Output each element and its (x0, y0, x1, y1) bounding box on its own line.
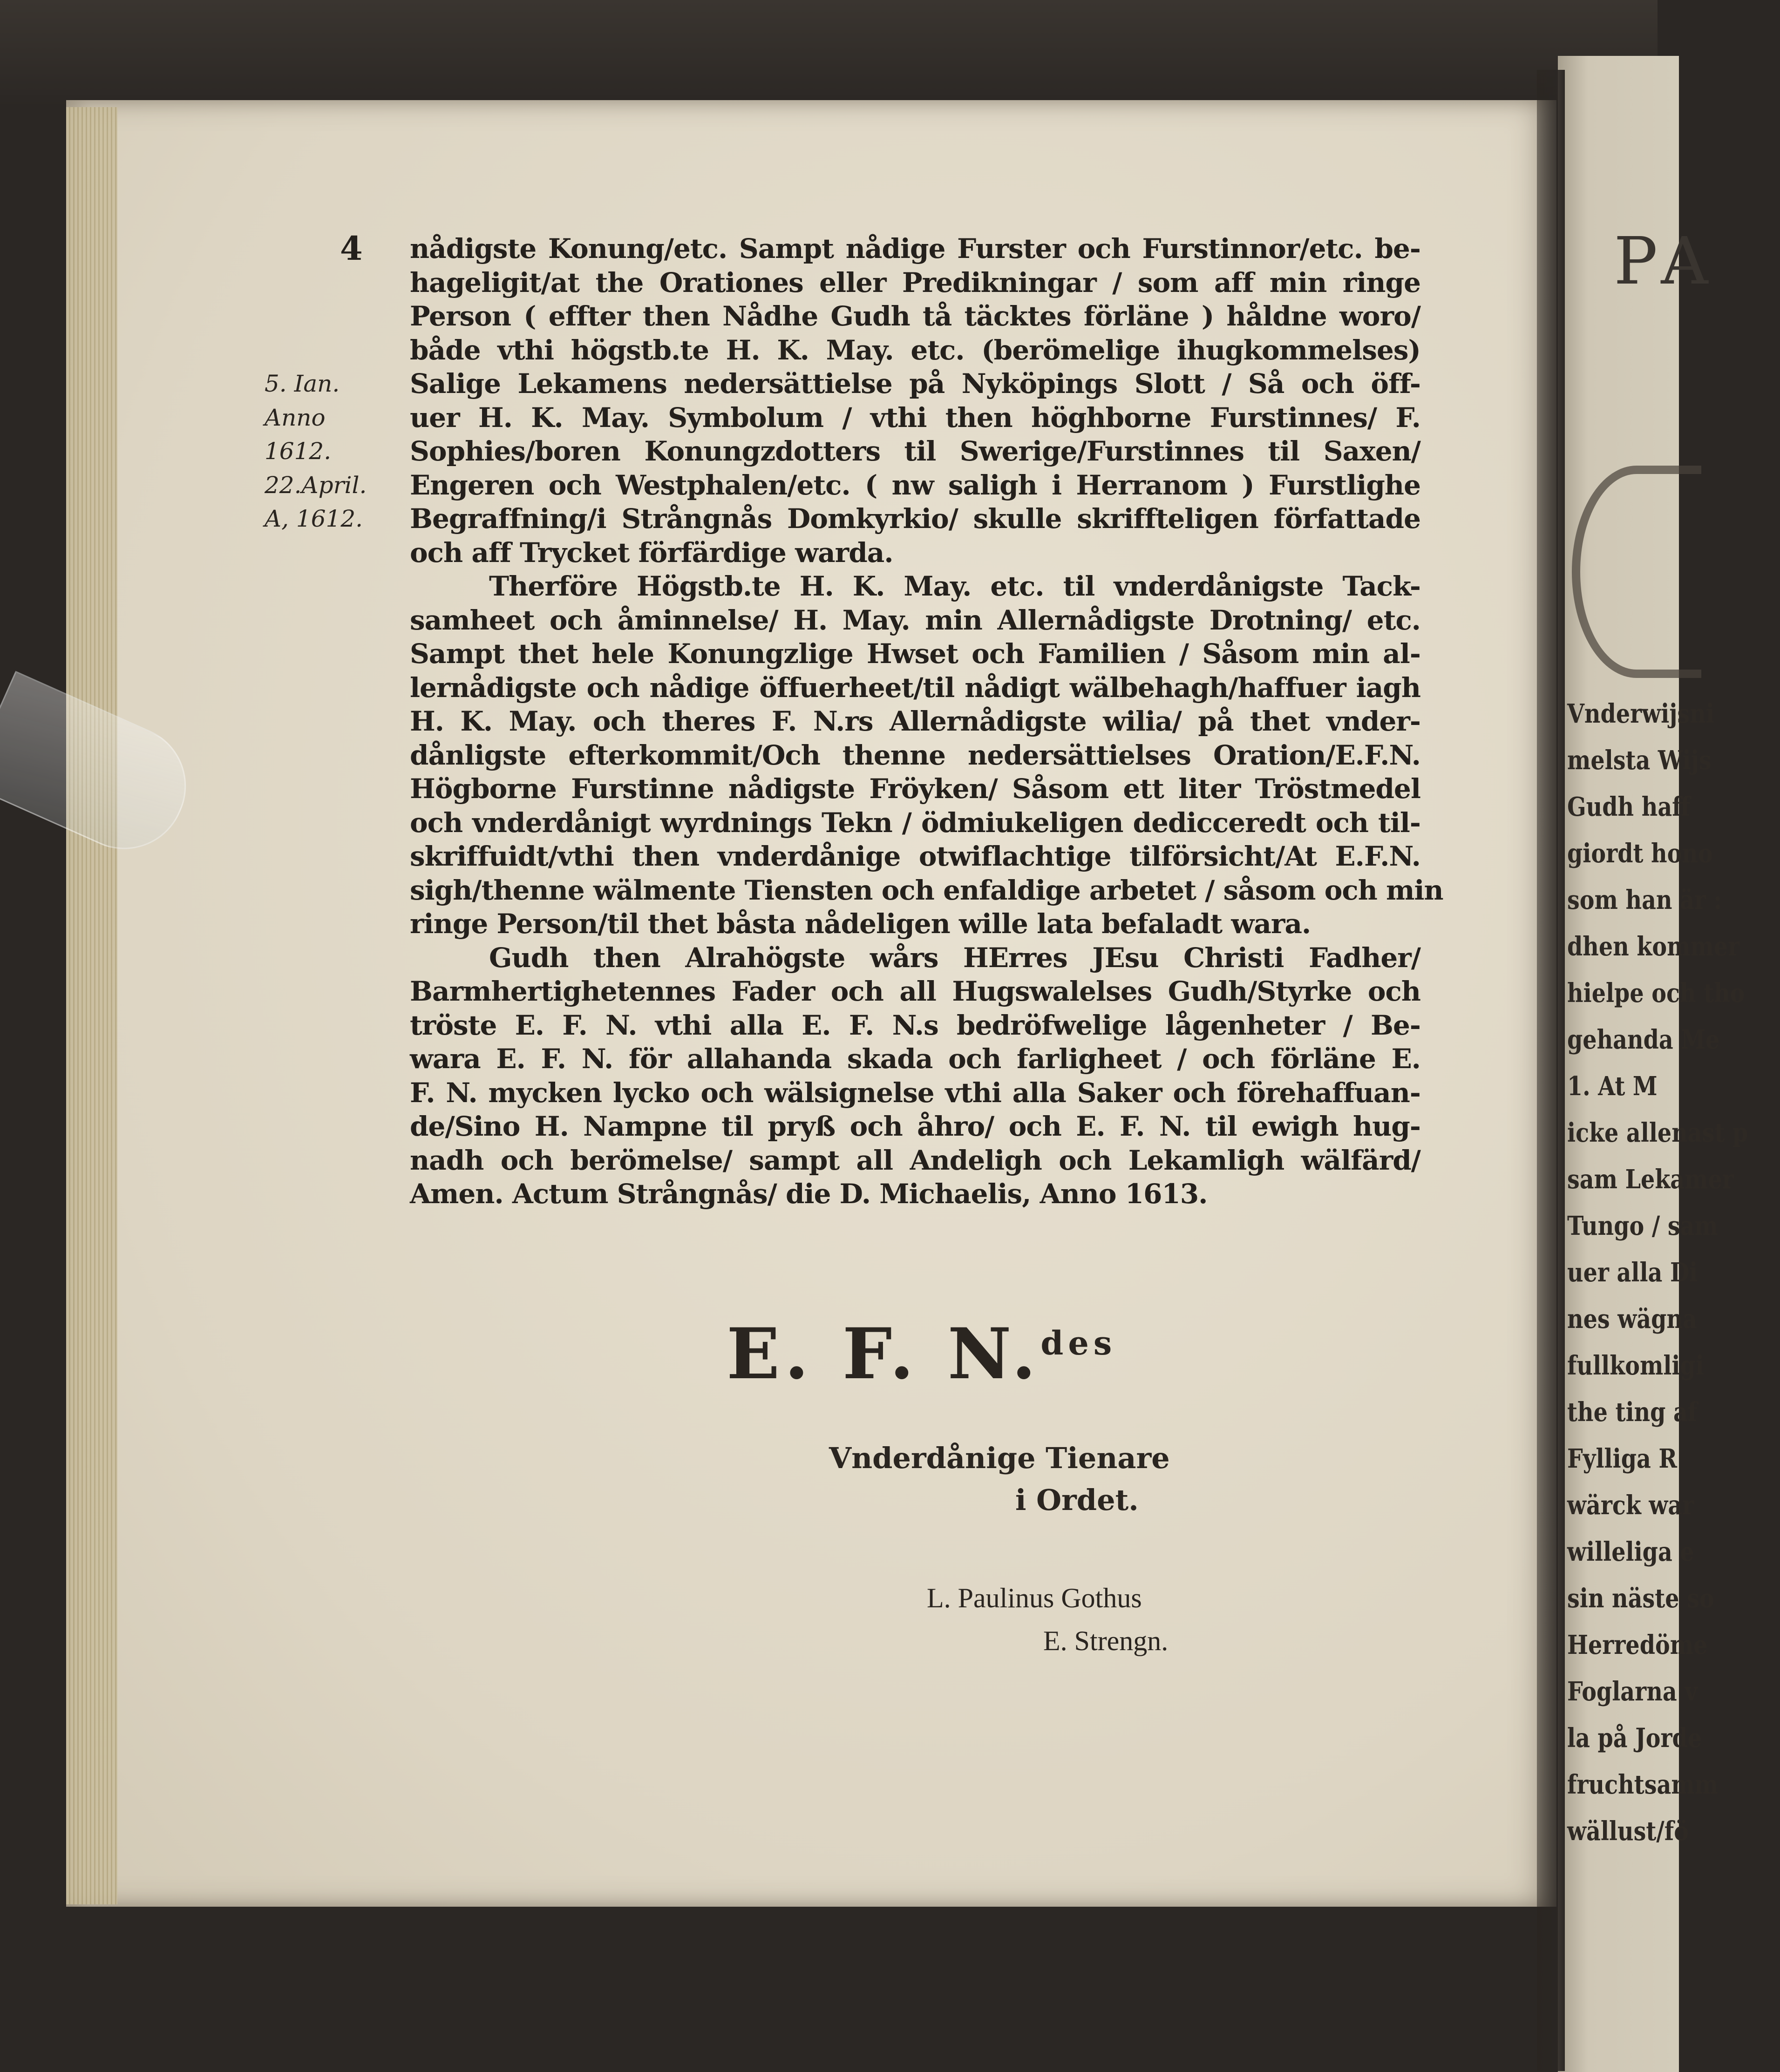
text-line: Engeren och Westphalen/etc. ( nw saligh i Herranom ) Furstlighe (410, 469, 1420, 501)
text-line: samheet och åminnelse/ H. May. min Allernådigste Drotning/ etc. (410, 604, 1420, 636)
signature-initials (727, 1313, 1116, 1395)
facing-page-line: fruchtsamm (1567, 1769, 1719, 1800)
text-line: och aff Trycket förfärdige warda. (410, 536, 893, 569)
text-line: ringe Person/til thet båsta nådeligen wille lata befaladt wara. (410, 908, 1311, 940)
facing-page-line: uer alla Di (1567, 1257, 1698, 1288)
margin-note: 22.April. (265, 471, 367, 499)
facing-page-line: willeliga e (1567, 1537, 1694, 1567)
facing-page-line: fullkomligi (1567, 1350, 1704, 1381)
text-line: Sampt thet hele Konungzlige Hwset och Familien / Såsom min al- (410, 638, 1420, 670)
facing-page-line: icke allenast p (1567, 1117, 1748, 1148)
text-line: Begraffning/i Strångnås Domkyrkio/ skulle skriffteligen författade (410, 503, 1420, 535)
text-line: både vthi högstb.te H. K. May. etc. (berömelige ihugkommelses) (410, 334, 1420, 366)
initials: E. F. N. (727, 1313, 1041, 1395)
signature-title: E. Strengn. (1043, 1625, 1169, 1656)
text-line: lernådigste och nådige öffuerheet/til nådigt wälbehagh/haffuer iagh (410, 671, 1420, 704)
text-line: Högborne Furstinne nådigste Fröyken/ Såsom ett liter Tröstmedel (410, 773, 1420, 805)
text-line: F. N. mycken lycko och wälsignelse vthi alla Saker och förehaffuan- (410, 1077, 1420, 1109)
page-edges (66, 107, 117, 1904)
body-text (410, 232, 1443, 1211)
text-line: Therföre Högstb.te H. K. May. etc. til vnderdånigste Tack- (489, 570, 1420, 602)
text-line: och vnderdånigt wyrdnings Tekn / ödmiukeligen dedicceredt och til- (410, 806, 1420, 839)
signature-name: L. Paulinus Gothus (927, 1583, 1142, 1613)
decorated-initial-icon (1572, 466, 1701, 678)
facing-page-line: melsta Wijs (1567, 745, 1712, 776)
margin-note: Anno (265, 404, 326, 431)
facing-page-line: la på Jorde (1567, 1723, 1702, 1754)
facing-page-text (1567, 698, 1780, 1862)
text-line: sigh/thenne wälmente Tiensten och enfaldige arbetet / såsom och min (410, 874, 1443, 906)
facing-page-line: Gudh haff (1567, 792, 1691, 822)
facing-page-line: hielpe och tho (1567, 978, 1745, 1009)
text-line: nådigste Konung/etc. Sampt nådige Furster och Furstinnor/etc. be- (410, 233, 1420, 264)
text-line: hageligit/at the Orationes eller Predikningar / som aff min ringe (410, 266, 1420, 298)
facing-page-line: gehanda Me (1567, 1024, 1720, 1055)
margin-note: A, 1612. (265, 505, 363, 532)
facing-page-line: wällust/fö (1567, 1816, 1689, 1847)
facing-page-line: Herredöme (1567, 1630, 1708, 1660)
text-line: dånligste efterkommit/Och thenne nedersättielses Oration/E.F.N. (410, 739, 1420, 771)
gutter (1537, 70, 1565, 2071)
text-line: H. K. May. och theres F. N.rs Allernådigste wilia/ på thet vnder- (410, 705, 1420, 737)
text-line: nadh och berömelse/ sampt all Andeligh och Lekamligh wälfärd/ (410, 1144, 1420, 1176)
text-line: Salige Lekamens nedersättielse på Nyköpings Slott / Så och öff- (410, 368, 1420, 400)
facing-page (1558, 56, 1748, 2072)
background (0, 0, 1658, 107)
text-line: Amen. Actum Strångnås/ die D. Michaelis, Anno 1613. (410, 1178, 1208, 1210)
text-line: Person ( effter then Nådhe Gudh tå täcktes förläne ) håldne woro/ (410, 300, 1420, 332)
facing-page-line: sam Lekamer (1567, 1164, 1734, 1195)
facing-page-line: som han är : (1567, 885, 1722, 915)
facing-page-line: Tungo / sam (1567, 1211, 1718, 1241)
initials-suffix: des (1040, 1324, 1117, 1362)
text-line: uer H. K. May. Symbolum / vthi then höghborne Furstinnes/ F. (410, 401, 1420, 433)
text-line: Sophies/boren Konungzdotters til Swerige/Furstinnes til Saxen/ (410, 435, 1420, 467)
text-line: tröste E. F. N. vthi alla E. F. N.s bedröfwelige lågenheter / Be- (410, 1009, 1420, 1041)
margin-notes (265, 367, 367, 536)
text-line: skriffuidt/vthi then vnderdånige otwiflachtige tilförsicht/At E.F.N. (410, 840, 1420, 872)
text-line: wara E. F. N. för allahanda skada och farligheet / och förläne E. (410, 1043, 1420, 1075)
text-line: Barmhertighetennes Fader och all Hugswalelses Gudh/Styrke och (410, 975, 1420, 1007)
facing-page-line: nes wägna (1567, 1304, 1697, 1334)
facing-page-line: Foglarna v (1567, 1676, 1698, 1707)
facing-page-line: the ting af (1567, 1397, 1698, 1428)
signature-servant: Vnderdånige Tienare (829, 1441, 1170, 1475)
signature-servant-of: i Ordet. (1015, 1483, 1139, 1517)
margin-note: 1612. (265, 438, 332, 465)
margin-note: 5. Ian. (265, 370, 340, 397)
facing-page-line: dhen kommer (1567, 931, 1740, 962)
text-line: de/Sino H. Nampne til pryß och åhro/ och E. F. N. til ewigh hug- (410, 1110, 1420, 1142)
facing-page-line: wärck war (1567, 1490, 1694, 1521)
facing-page-line: 1. At M (1567, 1071, 1658, 1102)
page-number: 4 (340, 229, 363, 268)
text-line: Gudh then Alrahögste wårs HErres JEsu Christi Fadher/ (489, 941, 1420, 974)
facing-page-title: PA (1614, 223, 1718, 299)
facing-page-line: sin näste so (1567, 1583, 1714, 1614)
facing-page-line: Vnderwijsni (1567, 698, 1714, 729)
facing-page-line: giordt hono (1567, 838, 1713, 869)
facing-page-line: Fylliga R (1567, 1443, 1677, 1474)
